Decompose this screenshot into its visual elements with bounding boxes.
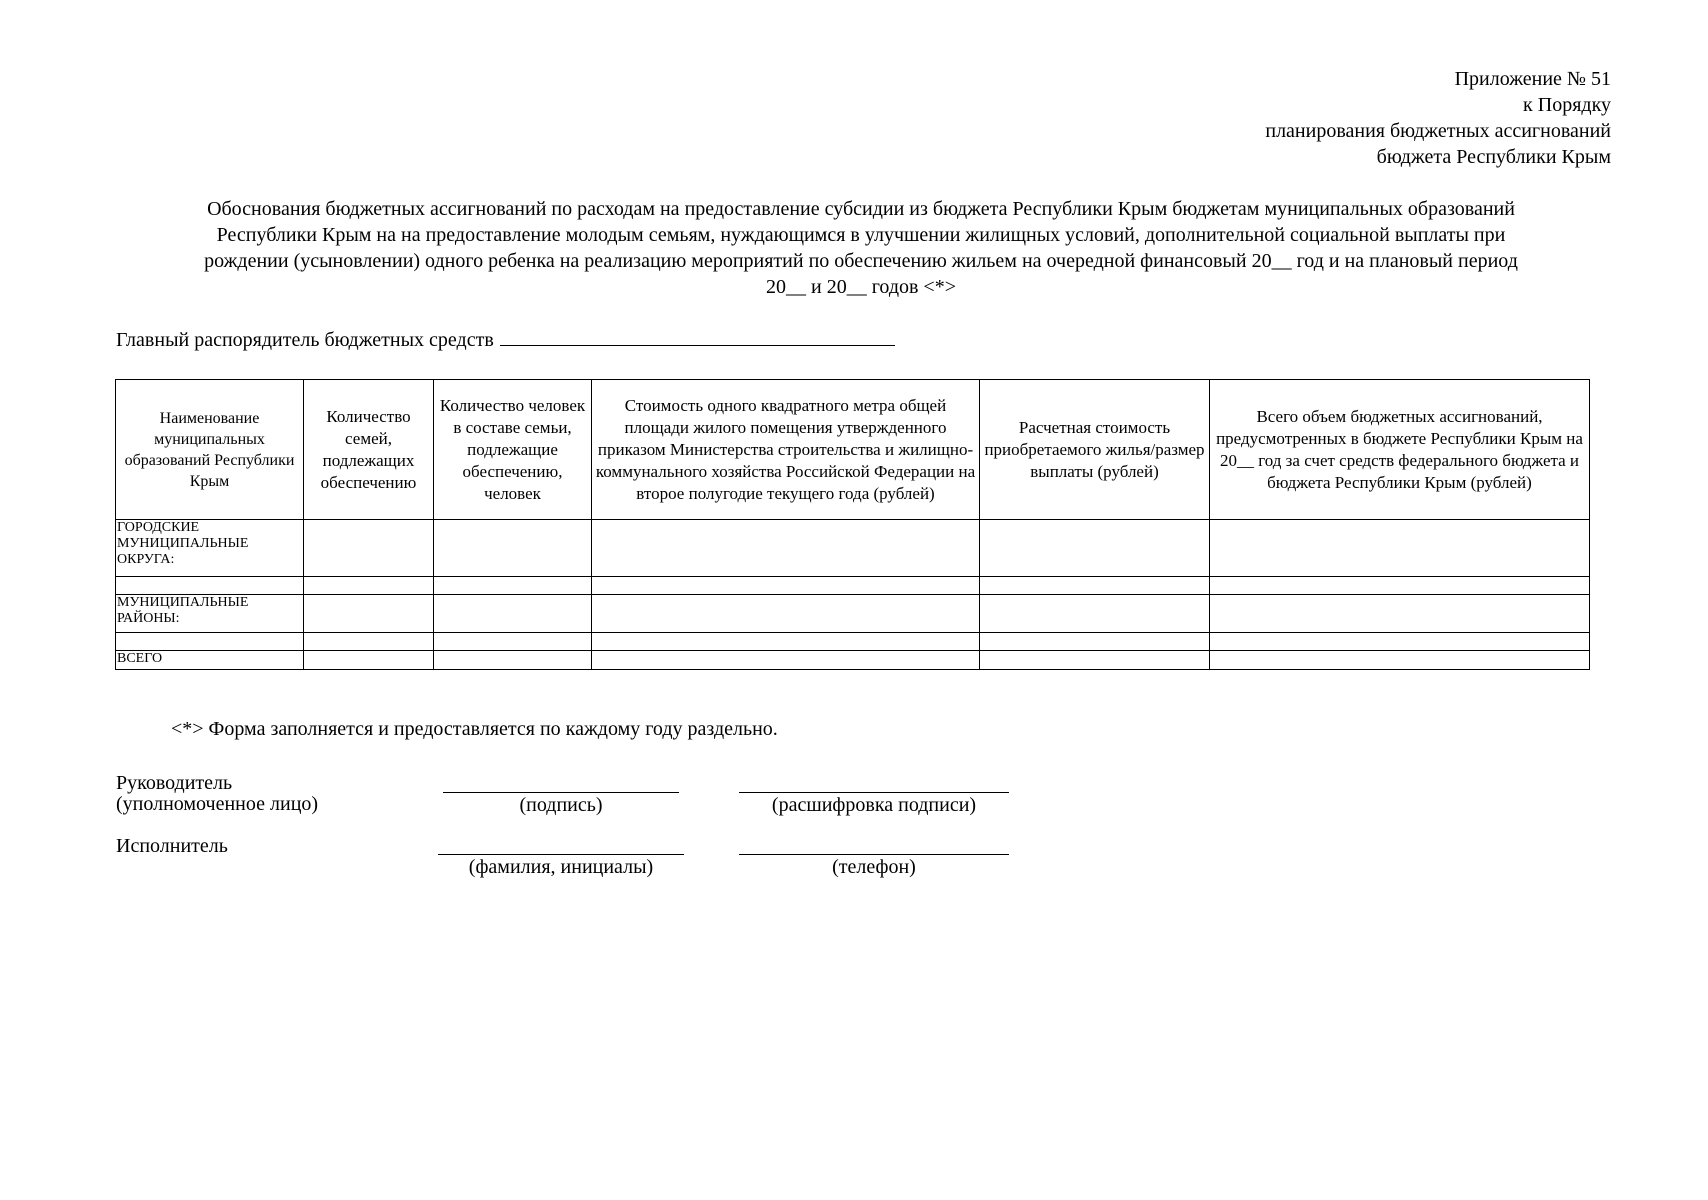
- table-row: [116, 520, 1590, 577]
- col-header-total-allocation: Всего объем бюджетных ассигнований, предусмотренных в бюджете Республики Крым на 20__ год за счет средств федерального бюджета и бюджета Республики Крым (рублей): [1210, 380, 1590, 520]
- table-cell[interactable]: [434, 520, 592, 577]
- table-cell[interactable]: [592, 577, 980, 595]
- title-line: Республики Крым на на предоставление молодым семьям, нуждающимся в улучшении жилищных условий, дополнительной социальной выплаты при: [216, 224, 1506, 246]
- appendix-line: планирования бюджетных ассигнований: [1265, 120, 1611, 142]
- table-cell[interactable]: [1210, 595, 1590, 633]
- executor-phone-caption: (телефон): [832, 856, 916, 878]
- table-cell[interactable]: [980, 651, 1210, 670]
- head-signature-caption: (подпись): [519, 794, 603, 816]
- title-line: Обоснования бюджетных ассигнований по расходам на предоставление субсидии из бюджета Республики Крым бюджетам муниципальных образований: [207, 198, 1515, 220]
- table-cell[interactable]: [980, 520, 1210, 577]
- col-header-families: Количество семей, подлежащих обеспечению: [304, 380, 434, 520]
- row-label-blank[interactable]: [116, 577, 304, 595]
- head-sublabel: (уполномоченное лицо): [116, 793, 319, 815]
- row-label-total: ВСЕГО: [116, 651, 304, 670]
- table-cell[interactable]: [1210, 577, 1590, 595]
- budget-table: [115, 379, 1590, 670]
- table-cell[interactable]: [434, 633, 592, 651]
- table-cell[interactable]: [592, 520, 980, 577]
- table-cell[interactable]: [304, 595, 434, 633]
- col-header-sqm-cost: Стоимость одного квадратного метра общей площади жилого помещения утвержденного приказом Министерства строительства и жилищно-коммунального хозяйства Российской Федерации на второе полугодие текущего года (рублей): [592, 380, 980, 520]
- table-cell[interactable]: [304, 520, 434, 577]
- head-signature-line[interactable]: [443, 792, 679, 793]
- table-row: [116, 651, 1590, 670]
- table-cell[interactable]: [1210, 520, 1590, 577]
- executor-phone-line[interactable]: [739, 854, 1009, 855]
- distributor-blank-line[interactable]: [500, 327, 895, 346]
- col-header-estimated-cost: Расчетная стоимость приобретаемого жилья/размер выплаты (рублей): [980, 380, 1210, 520]
- appendix-header: [1265, 66, 1611, 170]
- table-cell[interactable]: [592, 633, 980, 651]
- table-cell[interactable]: [434, 595, 592, 633]
- table-cell[interactable]: [980, 595, 1210, 633]
- document-title: [112, 196, 1610, 300]
- executor-label: Исполнитель: [116, 835, 228, 857]
- budget-distributor-field: [116, 327, 895, 353]
- footnote: <*> Форма заполняется и предоставляется по каждому году раздельно.: [171, 718, 778, 740]
- col-header-persons: Количество человек в составе семьи, подлежащие обеспечению, человек: [434, 380, 592, 520]
- table-cell[interactable]: [434, 577, 592, 595]
- distributor-label: Главный распорядитель бюджетных средств: [116, 329, 494, 351]
- executor-name-caption: (фамилия, инициалы): [468, 856, 654, 878]
- table-header-row: [116, 380, 1590, 520]
- table-cell[interactable]: [304, 577, 434, 595]
- table-cell[interactable]: [1210, 651, 1590, 670]
- row-label-urban-districts: ГОРОДСКИЕ МУНИЦИПАЛЬНЫЕ ОКРУГА:: [116, 520, 304, 577]
- table-cell[interactable]: [980, 633, 1210, 651]
- appendix-line: бюджета Республики Крым: [1376, 146, 1611, 168]
- table-cell[interactable]: [304, 633, 434, 651]
- appendix-line: Приложение № 51: [1454, 68, 1611, 90]
- table-row: [116, 633, 1590, 651]
- table-cell[interactable]: [1210, 633, 1590, 651]
- head-decode-line[interactable]: [739, 792, 1009, 793]
- row-label-blank[interactable]: [116, 633, 304, 651]
- table-row: [116, 595, 1590, 633]
- executor-name-line[interactable]: [438, 854, 684, 855]
- table-cell[interactable]: [592, 595, 980, 633]
- head-decode-caption: (расшифровка подписи): [771, 794, 977, 816]
- table-cell[interactable]: [592, 651, 980, 670]
- table-cell[interactable]: [980, 577, 1210, 595]
- table-row: [116, 577, 1590, 595]
- col-header-municipality: Наименование муниципальных образований Республики Крым: [116, 380, 304, 520]
- row-label-municipal-districts: МУНИЦИПАЛЬНЫЕ РАЙОНЫ:: [116, 595, 304, 633]
- head-label: Руководитель: [116, 772, 233, 794]
- table-cell[interactable]: [434, 651, 592, 670]
- appendix-line: к Порядку: [1523, 94, 1611, 116]
- table-cell[interactable]: [304, 651, 434, 670]
- title-line: 20__ и 20__ годов <*>: [765, 276, 956, 298]
- title-line: рождении (усыновлении) одного ребенка на реализацию мероприятий по обеспечению жильем на очередной финансовый 20__ год и на плановый период: [204, 250, 1518, 272]
